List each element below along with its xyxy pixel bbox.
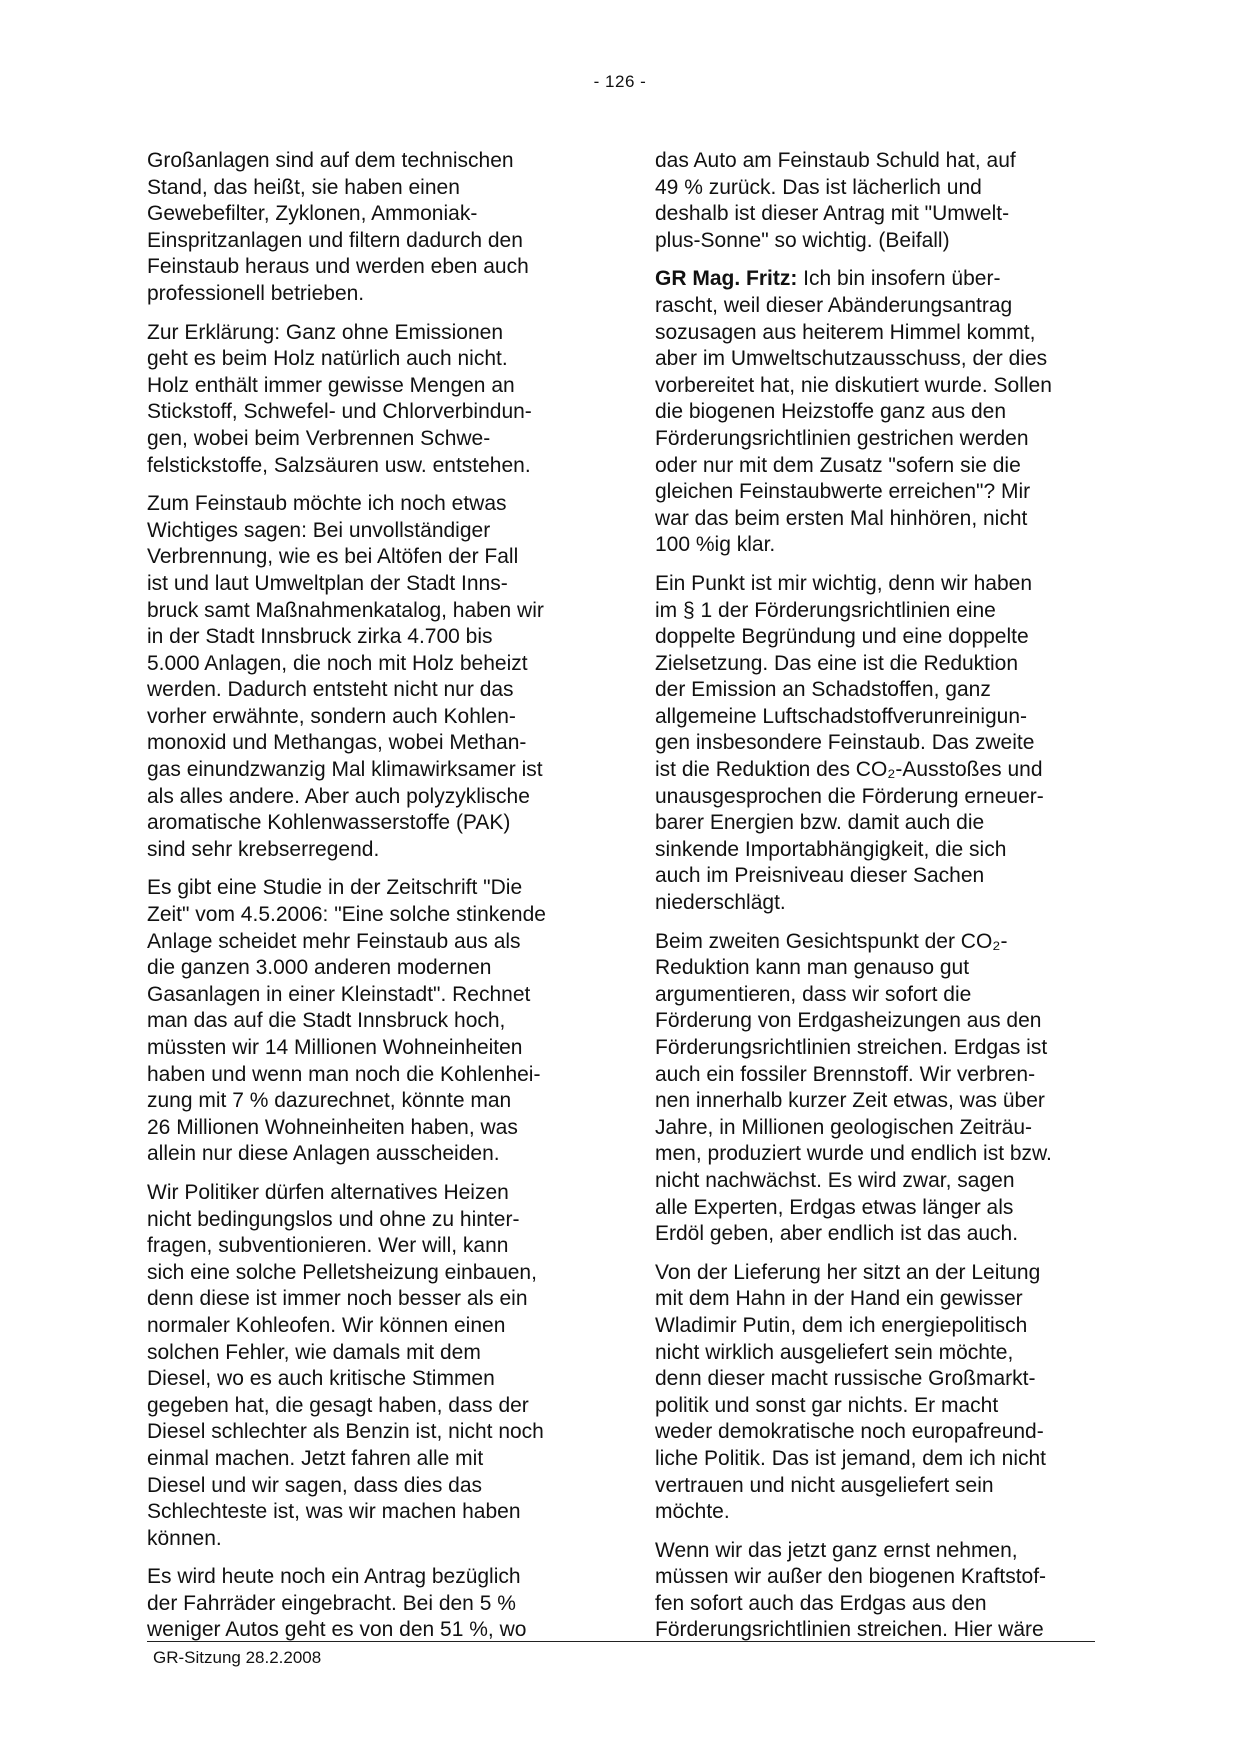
text-line: niederschlägt. xyxy=(655,891,786,915)
text-line: Es wird heute noch ein Antrag bezüglich xyxy=(147,1565,521,1589)
text-line: denn diese ist immer noch besser als ein xyxy=(147,1287,528,1311)
text-line: 100 %ig klar. xyxy=(655,533,776,557)
text-line: allein nur diese Anlagen ausscheiden. xyxy=(147,1142,500,1166)
text-line: nicht nachwächst. Es wird zwar, sagen xyxy=(655,1168,1015,1192)
text-line: 5.000 Anlagen, die noch mit Holz beheizt xyxy=(147,651,528,675)
text-line: müssten wir 14 Millionen Wohneinheiten xyxy=(147,1036,523,1059)
text-line: gegeben hat, die gesagt haben, dass der xyxy=(147,1393,529,1417)
text-line: geht es beim Holz natürlich auch nicht. xyxy=(147,347,508,371)
text-line: Wichtiges sagen: Bei unvollständiger xyxy=(147,518,491,542)
text-line: Gasanlagen in einer Kleinstadt". Rechnet xyxy=(147,982,531,1006)
text-line: allgemeine Luftschadstoffverunreinigun- xyxy=(655,704,1028,728)
text-line: vorher erwähnte, sondern auch Kohlen- xyxy=(147,704,516,728)
text-line: denn dieser macht russische Großmarkt- xyxy=(655,1367,1036,1391)
text-line: als alles andere. Aber auch polyzyklische xyxy=(147,784,530,808)
text-line: Jahre, in Millionen geologischen Zeiträu- xyxy=(655,1115,1033,1139)
speaker-name: GR Mag. Fritz: xyxy=(655,267,798,291)
text-line: nicht wirklich ausgeliefert sein möchte, xyxy=(655,1340,1014,1364)
text-line: Diesel, wo es auch kritische Stimmen xyxy=(147,1367,495,1391)
text-line: Ein Punkt ist mir wichtig, denn wir haben xyxy=(655,571,1033,595)
text-line: professionell betrieben. xyxy=(147,281,365,305)
paragraph xyxy=(147,875,587,1168)
paragraph xyxy=(147,1180,587,1552)
text-line: weniger Autos geht es von den 51 %, wo xyxy=(147,1618,527,1642)
text-line: in der Stadt Innsbruck zirka 4.700 bis xyxy=(147,625,493,649)
paragraph xyxy=(655,148,1095,254)
paragraph xyxy=(655,571,1095,917)
text-line: Wladimir Putin, dem ich energiepolitisch xyxy=(655,1313,1028,1337)
text-line: Wenn wir das jetzt ganz ernst nehmen, xyxy=(655,1538,1018,1562)
text-line: Reduktion kann man genauso gut xyxy=(655,956,970,980)
right-column xyxy=(655,148,1095,1644)
text-line: war das beim ersten Mal hinhören, nicht xyxy=(655,506,1028,530)
paragraph xyxy=(655,1538,1095,1644)
text-line: gleichen Feinstaubwerte erreichen"? Mir xyxy=(655,480,1031,504)
text-line: Zum Feinstaub möchte ich noch etwas xyxy=(147,492,507,516)
text-line: unausgesprochen die Förderung erneuer- xyxy=(655,784,1044,808)
text-line: Es gibt eine Studie in der Zeitschrift "Die xyxy=(147,876,523,900)
text-line: vorbereitet hat, nie diskutiert wurde. Sollen xyxy=(655,373,1052,397)
text-line: Feinstaub heraus und werden eben auch xyxy=(147,255,529,279)
text-line: werden. Dadurch entsteht nicht nur das xyxy=(147,678,514,702)
text-line: solchen Fehler, wie damals mit dem xyxy=(147,1340,481,1364)
text-line: fen sofort auch das Erdgas aus den xyxy=(655,1591,987,1615)
page-number: - 126 - xyxy=(593,72,647,91)
text-line: man das auf die Stadt Innsbruck hoch, xyxy=(147,1009,506,1033)
paragraph xyxy=(655,1260,1095,1526)
text-line: bruck samt Maßnahmenkatalog, haben wir xyxy=(147,598,544,622)
text-line: möchte. xyxy=(655,1500,730,1524)
footer-session-date: GR-Sitzung 28.2.2008 xyxy=(153,1648,322,1667)
text-line: auch ein fossiler Brennstoff. Wir verbren- xyxy=(655,1062,1036,1086)
text-line: gen insbesondere Feinstaub. Das zweite xyxy=(655,731,1035,755)
text-line: deshalb ist dieser Antrag mit "Umwelt- xyxy=(655,202,1010,226)
text-line: Erdöl geben, aber endlich ist das auch. xyxy=(655,1222,1019,1246)
text-line: Von der Lieferung her sitzt an der Leitung xyxy=(655,1260,1041,1284)
paragraph xyxy=(147,1564,587,1644)
text-line: argumentieren, dass wir sofort die xyxy=(655,982,972,1006)
text-line: ist die Reduktion des CO₂-Ausstoßes und xyxy=(655,758,1043,782)
paragraph xyxy=(147,491,587,863)
text-line: im § 1 der Förderungsrichtlinien eine xyxy=(655,598,996,622)
text-line: Diesel und wir sagen, dass dies das xyxy=(147,1473,483,1497)
text-line: aromatische Kohlenwasserstoffe (PAK) xyxy=(147,811,511,835)
text-line: gas einundzwanzig Mal klimawirksamer ist xyxy=(147,758,543,782)
text-line: Stickstoff, Schwefel- und Chlorverbindun- xyxy=(147,400,532,424)
text-line: weder demokratische noch europafreund- xyxy=(655,1420,1044,1444)
footer-divider xyxy=(147,1641,1095,1642)
text-line: Diesel schlechter als Benzin ist, nicht noch xyxy=(147,1420,544,1444)
text-line: sich eine solche Pelletsheizung einbauen, xyxy=(147,1260,537,1284)
text-line: Förderungsrichtlinien streichen. Hier wäre xyxy=(655,1618,1044,1642)
text-line: felstickstoffe, Salzsäuren usw. entstehen. xyxy=(147,453,531,477)
text-line: rascht, weil dieser Abänderungsantrag xyxy=(655,293,1013,317)
text-line: haben und wenn man noch die Kohlenhei- xyxy=(147,1062,541,1086)
paragraph xyxy=(147,148,587,308)
text-line: sinkende Importabhängigkeit, die sich xyxy=(655,837,1007,861)
text-line: Gewebefilter, Zyklonen, Ammoniak- xyxy=(147,202,478,226)
text-line: barer Energien bzw. damit auch die xyxy=(655,811,985,835)
text-line: men, produziert wurde und endlich ist bzw. xyxy=(655,1142,1052,1166)
text-line: sind sehr krebserregend. xyxy=(147,837,380,861)
text-line: Schlechteste ist, was wir machen haben xyxy=(147,1500,521,1524)
text-line: Ich bin insofern über- xyxy=(797,267,1001,291)
text-line: politik und sonst gar nichts. Er macht xyxy=(655,1393,999,1417)
text-line: monoxid und Methangas, wobei Methan- xyxy=(147,731,527,755)
text-line: können. xyxy=(147,1526,222,1550)
text-line: vertrauen und nicht ausgeliefert sein xyxy=(655,1473,994,1497)
text-line: doppelte Begründung und eine doppelte xyxy=(655,625,1029,649)
text-line: Förderungsrichtlinien gestrichen werden xyxy=(655,426,1029,450)
text-line: der Fahrräder eingebracht. Bei den 5 % xyxy=(147,1591,516,1615)
text-line: Förderungsrichtlinien streichen. Erdgas ist xyxy=(655,1036,1048,1059)
text-line: normaler Kohleofen. Wir können einen xyxy=(147,1313,506,1337)
paragraph xyxy=(655,929,1095,1248)
paragraph xyxy=(655,266,1095,559)
text-line: müssen wir außer den biogenen Kraftstof- xyxy=(655,1565,1047,1589)
text-line: nen innerhalb kurzer Zeit etwas, was über xyxy=(655,1089,1045,1113)
text-line: mit dem Hahn in der Hand ein gewisser xyxy=(655,1287,1023,1311)
text-line: Beim zweiten Gesichtspunkt der CO₂- xyxy=(655,929,1008,953)
text-line: Verbrennung, wie es bei Altöfen der Fall xyxy=(147,545,519,569)
text-line: sozusagen aus heiterem Himmel kommt, xyxy=(655,320,1036,344)
text-line: Stand, das heißt, sie haben einen xyxy=(147,175,460,199)
text-line: alle Experten, Erdgas etwas länger als xyxy=(655,1195,1014,1219)
text-line: der Emission an Schadstoffen, ganz xyxy=(655,678,991,702)
text-line: Großanlagen sind auf dem technischen xyxy=(147,149,514,172)
text-line: Anlage scheidet mehr Feinstaub aus als xyxy=(147,929,521,953)
text-line: oder nur mit dem Zusatz "sofern sie die xyxy=(655,453,1021,477)
text-line: liche Politik. Das ist jemand, dem ich nicht xyxy=(655,1446,1046,1470)
text-line: die biogenen Heizstoffe ganz aus den xyxy=(655,400,1007,424)
text-line: gen, wobei beim Verbrennen Schwe- xyxy=(147,426,491,450)
text-line: ist und laut Umweltplan der Stadt Inns- xyxy=(147,571,508,595)
text-line: 49 % zurück. Das ist lächerlich und xyxy=(655,175,982,199)
text-line: Einspritzanlagen und filtern dadurch den xyxy=(147,228,523,252)
text-line: einmal machen. Jetzt fahren alle mit xyxy=(147,1446,484,1470)
text-line: Zur Erklärung: Ganz ohne Emissionen xyxy=(147,320,504,344)
paragraph xyxy=(147,320,587,480)
text-line: aber im Umweltschutzausschuss, der dies xyxy=(655,347,1048,371)
text-line: 26 Millionen Wohneinheiten haben, was xyxy=(147,1115,518,1139)
text-line: plus-Sonne" so wichtig. (Beifall) xyxy=(655,228,950,252)
text-line: fragen, subventionieren. Wer will, kann xyxy=(147,1234,509,1258)
left-column xyxy=(147,148,587,1644)
text-line: Förderung von Erdgasheizungen aus den xyxy=(655,1009,1042,1033)
text-line: Zeit" vom 4.5.2006: "Eine solche stinkende xyxy=(147,903,546,927)
text-line: Wir Politiker dürfen alternatives Heizen xyxy=(147,1180,509,1204)
text-line: zung mit 7 % dazurechnet, könnte man xyxy=(147,1089,512,1113)
text-line: auch im Preisniveau dieser Sachen xyxy=(655,864,985,888)
text-line: die ganzen 3.000 anderen modernen xyxy=(147,956,492,980)
text-line: Holz enthält immer gewisse Mengen an xyxy=(147,373,515,397)
text-line: das Auto am Feinstaub Schuld hat, auf xyxy=(655,149,1016,172)
text-line: nicht bedingungslos und ohne zu hinter- xyxy=(147,1207,520,1231)
text-line: Zielsetzung. Das eine ist die Reduktion xyxy=(655,651,1019,675)
